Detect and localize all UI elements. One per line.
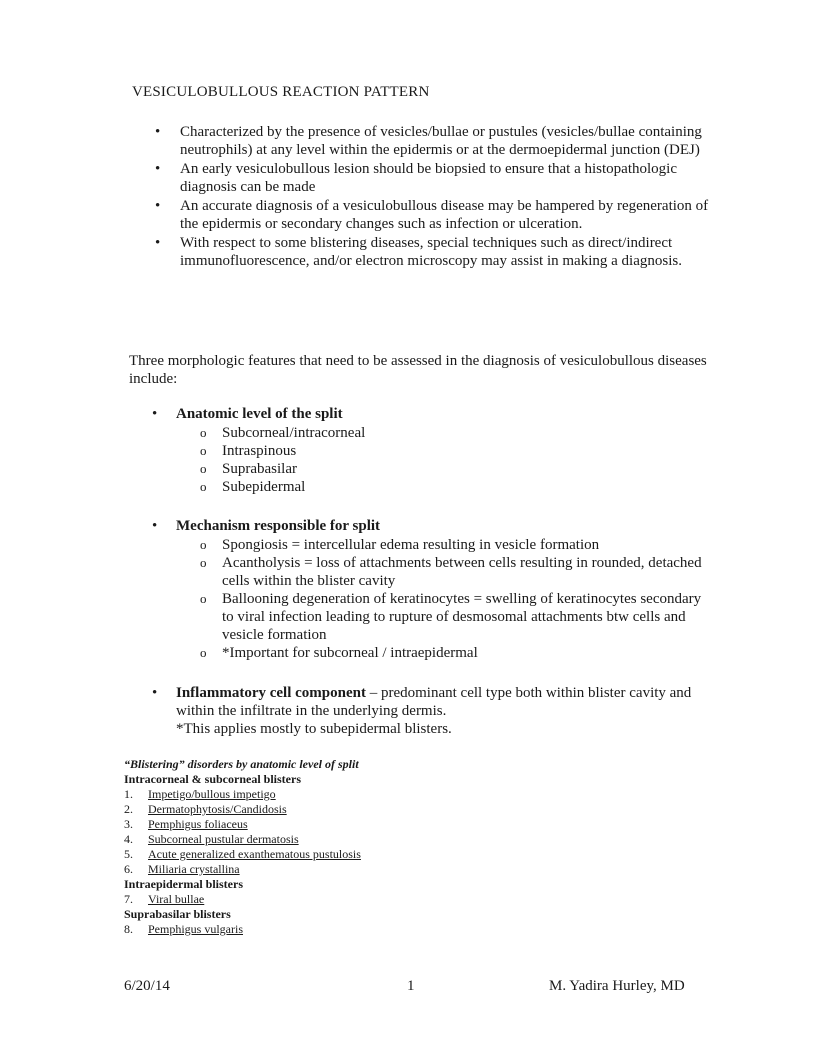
item-name: Viral bullae [148,892,205,906]
list-item [124,802,444,817]
list-item [124,787,444,802]
list-item [124,892,444,907]
sub-item: o Subcorneal/intracorneal [222,424,712,442]
footer-author: M. Yadira Hurley, MD [549,978,685,994]
sub-item: o Intraspinous [222,442,712,460]
feature-text: – predominant cell type both within blister cavity and within the infiltrate in the underlying dermis. [176,685,692,719]
item-number: 1. [124,787,133,801]
feature-heading: Anatomic level of the split [176,406,343,422]
intro-bullet: • An early vesiculobullous lesion should be biopsied to ensure that a histopathologic diagnosis can be made [155,160,715,196]
item-name: Pemphigus foliaceus [148,817,248,831]
sub-item: o *Important for subcorneal / intraepidermal [222,644,712,662]
list-item [124,847,444,862]
sub-item: o Suprabasilar [222,460,712,478]
sub-item: o Spongiosis = intercellular edema resulting in vesicle formation [222,536,712,554]
table-caption: “Blistering” disorders by anatomic level of split [124,757,359,771]
feature-inflammatory [152,684,712,738]
item-name: Acute generalized exanthematous pustulosis [148,847,361,861]
item-name: Impetigo/bullous impetigo [148,787,276,801]
sub-item: o Acantholysis = loss of attachments between cells resulting in rounded, detached cells within the blister cavity [222,554,712,590]
page-number: 1 [407,978,415,994]
intro-bullet: • With respect to some blistering diseases, special techniques such as direct/indirect immunofluorescence, and/or electron microscopy may assist in making a diagnosis. [155,234,715,270]
item-number: 8. [124,922,133,936]
feature-heading: Inflammatory cell component [176,685,366,701]
item-name: Miliaria crystallina [148,862,240,876]
feature-mechanism [152,517,712,662]
sub-item: o Ballooning degeneration of keratinocytes = swelling of keratinocytes secondary to viral infection leading to rupture of desmosomal attachments btw cells and vesicle formation [222,590,712,644]
blistering-disorders-list [124,757,444,937]
page-title: VESICULOBULLOUS REACTION PATTERN [132,84,430,100]
item-number: 6. [124,862,133,876]
features-intro-paragraph: Three morphologic features that need to be assessed in the diagnosis of vesiculobullous diseases include: [129,353,707,387]
feature-note: *This applies mostly to subepidermal blisters. [176,721,452,737]
list-item [124,862,444,877]
sub-item: o Subepidermal [222,478,712,496]
item-name: Dermatophytosis/Candidosis [148,802,287,816]
list-item [124,832,444,847]
sub-list [152,424,712,496]
intro-bullet: • Characterized by the presence of vesicles/bullae or pustules (vesicles/bullae containing neutrophils) at any level within the epidermis or at the dermoepidermal junction (DEJ) [155,123,715,159]
sub-list [152,536,712,662]
item-number: 3. [124,817,133,831]
intro-bullet: • An accurate diagnosis of a vesiculobullous disease may be hampered by regeneration of the epidermis or secondary changes such as infection or ulceration. [155,197,715,233]
item-name: Subcorneal pustular dermatosis [148,832,299,846]
group-heading: Intracorneal & subcorneal blisters [124,772,301,786]
feature-heading: Mechanism responsible for split [176,518,381,534]
feature-anatomic-level [152,405,712,496]
item-number: 5. [124,847,133,861]
list-item [124,922,444,937]
item-number: 4. [124,832,133,846]
group-heading: Suprabasilar blisters [124,907,231,921]
item-number: 2. [124,802,133,816]
item-number: 7. [124,892,133,906]
item-name: Pemphigus vulgaris [148,922,243,936]
group-heading: Intraepidermal blisters [124,877,243,891]
intro-bullet-list [155,123,715,271]
list-item [124,817,444,832]
footer-date: 6/20/14 [124,978,170,994]
